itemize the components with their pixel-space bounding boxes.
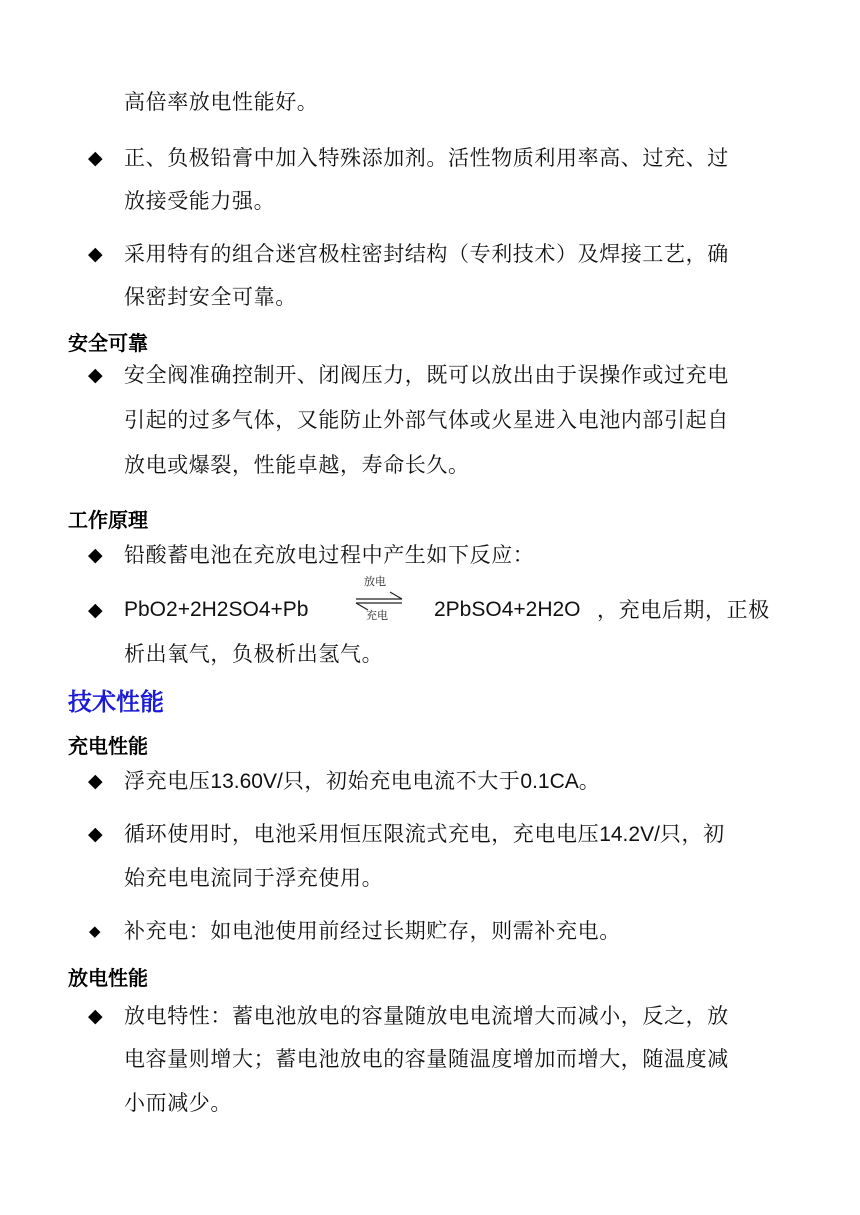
text-segment: 浮充电压: [124, 769, 211, 793]
paragraph-line: 正、负极铅膏中加入特殊添加剂。活性物质利用率高、过充、过: [124, 146, 729, 170]
paragraph-line: 引起的过多气体，又能防止外部气体或火星进入电池内部引起自: [124, 408, 729, 432]
voltage-value: 13.60V/: [210, 770, 283, 793]
section-heading-charging: 充电性能: [68, 734, 148, 758]
paragraph-line: 放电或爆裂，性能卓越，寿命长久。: [124, 453, 470, 477]
paragraph-line: 析出氧气，负极析出氢气。: [124, 642, 384, 666]
text-segment: 只，初: [659, 822, 725, 846]
bullet-diamond-icon: ◆: [88, 544, 103, 566]
section-title-tech: 技术性能: [68, 688, 164, 716]
paragraph-line: 高倍率放电性能好。: [124, 90, 319, 114]
paragraph-line: 电容量则增大；蓄电池放电的容量随温度增加而增大，随温度减: [124, 1047, 729, 1071]
section-heading-principle: 工作原理: [68, 508, 148, 532]
bullet-diamond-icon: ◆: [88, 770, 103, 792]
bullet-diamond-icon: ◆: [89, 922, 101, 940]
text-segment: 只，初始充电电流不大于: [282, 769, 521, 793]
bullet-diamond-icon: ◆: [88, 1005, 103, 1027]
voltage-value: 14.2V/: [599, 823, 660, 846]
bullet-diamond-icon: ◆: [88, 147, 103, 169]
paragraph-line: [124, 820, 725, 849]
paragraph-line: 始充电电流同于浮充使用。: [124, 866, 384, 890]
paragraph-line: 采用特有的组合迷宫极柱密封结构（专利技术）及焊接工艺，确: [124, 242, 729, 266]
bullet-diamond-icon: ◆: [88, 599, 103, 621]
section-heading-discharging: 放电性能: [68, 966, 148, 990]
paragraph-line: 补充电：如电池使用前经过长期贮存，则需补充电。: [124, 919, 621, 943]
bullet-diamond-icon: ◆: [88, 364, 103, 386]
reversible-arrow-icon: [354, 576, 404, 626]
text-segment: 循环使用时，电池采用恒压限流式充电，充电电压: [124, 822, 600, 846]
paragraph-line: 放电特性：蓄电池放电的容量随放电电流增大而减小，反之，放: [124, 1004, 729, 1028]
text-segment: 。: [578, 769, 601, 793]
paragraph-line: 铅酸蓄电池在充放电过程中产生如下反应：: [124, 543, 535, 567]
paragraph-line: [124, 767, 600, 796]
section-heading-safety: 安全可靠: [68, 331, 148, 355]
arrow-label-charge: 充电: [366, 609, 388, 622]
arrow-label-discharge: 放电: [364, 575, 386, 588]
current-value: 0.1CA: [520, 770, 579, 793]
paragraph-line: 放接受能力强。: [124, 189, 276, 213]
reaction-products: 2PbSO4+2H2O: [434, 598, 581, 621]
reaction-reactants: PbO2+2H2SO4+Pb: [124, 598, 309, 621]
paragraph-line: 安全阀准确控制开、闭阀压力，既可以放出由于误操作或过充电: [124, 363, 729, 387]
bullet-diamond-icon: ◆: [88, 243, 103, 265]
paragraph-line: 保密封安全可靠。: [124, 285, 297, 309]
reaction-tail: ，充电后期，正极: [597, 598, 770, 622]
paragraph-line: 小而减少。: [124, 1091, 232, 1115]
bullet-diamond-icon: ◆: [88, 823, 103, 845]
